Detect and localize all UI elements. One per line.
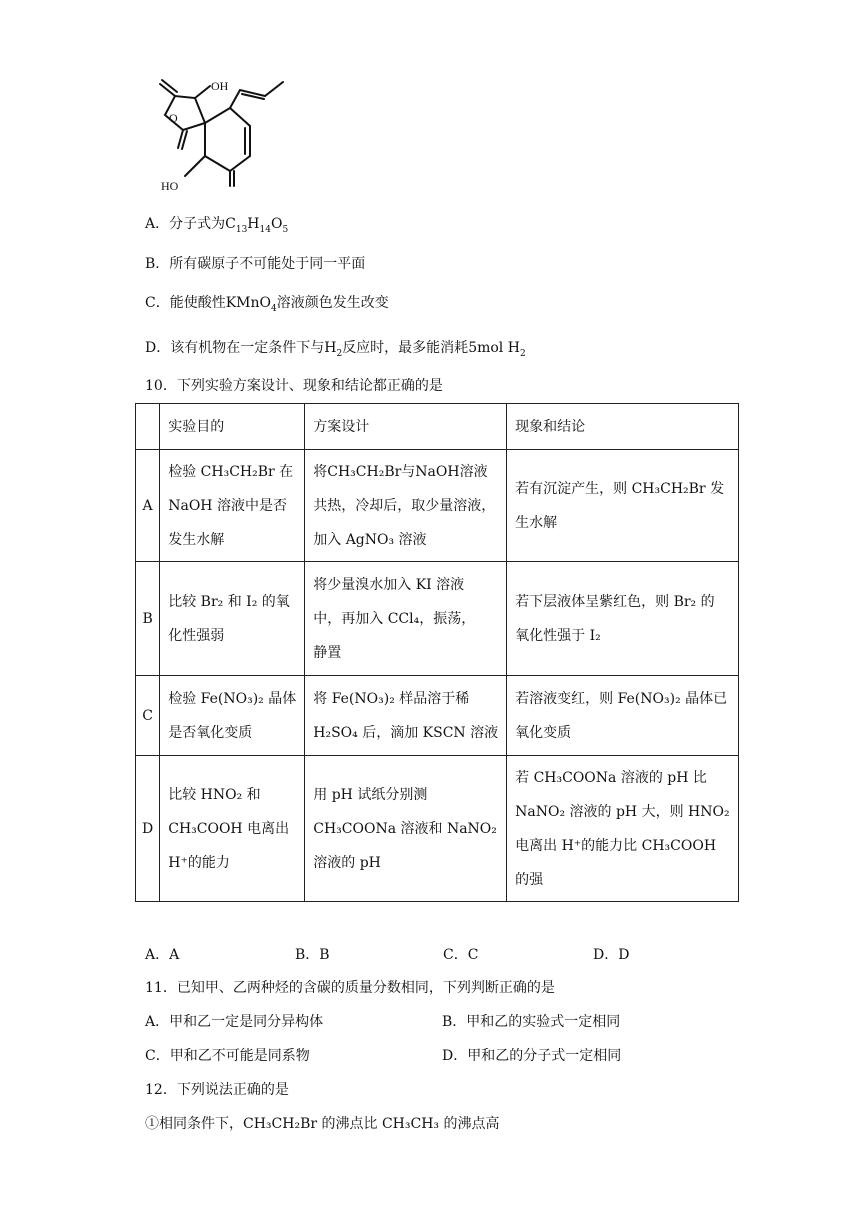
cell-line: 生水解: [515, 514, 558, 531]
cell-line: 若溶液变红，则 Fe(NO₃)₂ 晶体已: [515, 690, 728, 707]
cell-result: [507, 676, 738, 756]
cell-purpose: [160, 756, 305, 902]
cell-line: 静置: [313, 644, 342, 661]
option-label: C．: [145, 295, 170, 311]
option-text: 所有碳原子不可能处于同一平面: [169, 256, 366, 272]
chem-formula: 5mol H: [468, 340, 520, 356]
oh-label-bottom: HO: [161, 179, 179, 193]
cell-line: 发生水解: [168, 531, 225, 548]
q11-option-d: D．甲和乙的分子式一定相同: [442, 1048, 622, 1064]
cell-line: 将少量溴水加入 KI 溶液: [313, 576, 465, 593]
cell-design: [305, 450, 507, 562]
cell-line: 氧化变质: [515, 724, 572, 741]
q9-option-d: [145, 338, 526, 358]
cell-line: 溶液的 pH: [313, 854, 381, 871]
molecule-structure: [145, 68, 295, 198]
cell-line: 若 CH₃COONa 溶液的 pH 比: [515, 769, 707, 786]
chem-subscript: 4: [271, 303, 277, 314]
cell-line: NaOH 溶液中是否: [168, 497, 287, 514]
cell-design: [305, 756, 507, 902]
cell-line: 若有沉淀产生，则 CH₃CH₂Br 发: [515, 480, 725, 497]
header-design: 方案设计: [305, 404, 507, 450]
q11-option-b: B．甲和乙的实验式一定相同: [442, 1014, 621, 1030]
cell-line: 检验 CH₃CH₂Br 在: [168, 463, 294, 480]
row-label: C: [136, 676, 160, 756]
q10-option-b: B．B: [295, 947, 330, 963]
q10-options: [145, 944, 705, 964]
row-label: B: [136, 562, 160, 676]
cell-result: [507, 756, 738, 902]
row-label: A: [136, 450, 160, 562]
q10-option-a: A．A: [145, 947, 180, 963]
cell-line: 将 Fe(NO₃)₂ 样品溶于稀: [313, 690, 470, 707]
cell-result: [507, 450, 738, 562]
cell-line: 若下层液体呈紫红色，则 Br₂ 的: [515, 593, 715, 610]
option-text: 该有机物在一定条件下与: [170, 340, 325, 356]
cell-line: 检验 Fe(NO₃)₂ 晶体: [168, 690, 297, 707]
cell-line: 化性强弱: [168, 627, 225, 644]
table-row: [136, 562, 739, 676]
row-label: D: [136, 756, 160, 902]
option-text: 反应时，最多能消耗: [342, 340, 469, 356]
header-blank: [136, 404, 160, 450]
q10-stem: 10．下列实验方案设计、现象和结论都正确的是: [145, 378, 443, 394]
cell-line: 电离出 H⁺的能力比 CH₃COOH: [515, 837, 717, 854]
cell-result: [507, 562, 738, 676]
cell-line: 用 pH 试纸分别测: [313, 786, 428, 803]
cell-design: [305, 562, 507, 676]
cell-line: 氧化性强于 I₂: [515, 627, 601, 644]
chem-formula: KMnO: [225, 295, 272, 311]
q11-option-a: A．甲和乙一定是同分异构体: [145, 1014, 324, 1030]
cell-line: 的强: [515, 871, 544, 888]
experiment-table: [135, 403, 739, 902]
cell-purpose: [160, 450, 305, 562]
chem-subscript: 2: [336, 348, 343, 359]
chem-formula: H: [324, 340, 337, 356]
q12-stem: 12．下列说法正确的是: [145, 1082, 289, 1098]
table-row: [136, 676, 739, 756]
svg-text:O: O: [169, 111, 178, 125]
option-text: 分子式为: [169, 216, 226, 232]
cell-line: CH₃COONa 溶液和 NaNO₂: [313, 820, 497, 837]
option-label: D．: [145, 340, 171, 356]
table-header-row: [136, 404, 739, 450]
header-result: 现象和结论: [507, 404, 738, 450]
chem-subscript: 2: [519, 348, 526, 359]
table-row: [136, 756, 739, 902]
q12-item-1: ①相同条件下，CH₃CH₂Br 的沸点比 CH₃CH₃ 的沸点高: [145, 1116, 500, 1132]
option-label: A．: [145, 216, 170, 232]
cell-line: 共热，冷却后，取少量溶液，: [313, 497, 496, 514]
q9-option-a: [145, 214, 288, 234]
table-row: [136, 450, 739, 562]
q9-option-b: [145, 254, 365, 274]
q9-option-c: [145, 293, 389, 313]
q11-stem: 11．已知甲、乙两种烃的含碳的质量分数相同，下列判断正确的是: [145, 980, 555, 996]
cell-line: NaNO₂ 溶液的 pH 大，则 HNO₂: [515, 803, 730, 820]
cell-design: [305, 676, 507, 756]
q11-option-c: C．甲和乙不可能是同系物: [145, 1048, 310, 1064]
cell-line: 比较 Br₂ 和 I₂ 的氧: [168, 593, 290, 610]
cell-line: 将CH₃CH₂Br与NaOH溶液: [313, 463, 488, 480]
option-label: B．: [145, 256, 170, 272]
cell-line: H⁺的能力: [168, 854, 230, 871]
option-text: 能使酸性: [169, 295, 226, 311]
q10-option-d: D．D: [593, 947, 630, 963]
cell-line: CH₃COOH 电离出: [168, 820, 290, 837]
option-text: 溶液颜色发生改变: [276, 295, 389, 311]
q10-option-c: C．C: [443, 947, 479, 963]
cell-purpose: [160, 676, 305, 756]
cell-line: H₂SO₄ 后，滴加 KSCN 溶液: [313, 724, 499, 741]
cell-line: 是否氧化变质: [168, 724, 253, 741]
cell-purpose: [160, 562, 305, 676]
cell-line: 中，再加入 CCl₄，振荡，: [313, 610, 476, 627]
cell-line: 比较 HNO₂ 和: [168, 786, 261, 803]
header-purpose: 实验目的: [160, 404, 305, 450]
oh-label-top: OH: [211, 79, 229, 93]
molecular-formula: $C_{13}H_{14}O_5$: [225, 216, 289, 235]
cell-line: 加入 AgNO₃ 溶液: [313, 531, 427, 548]
